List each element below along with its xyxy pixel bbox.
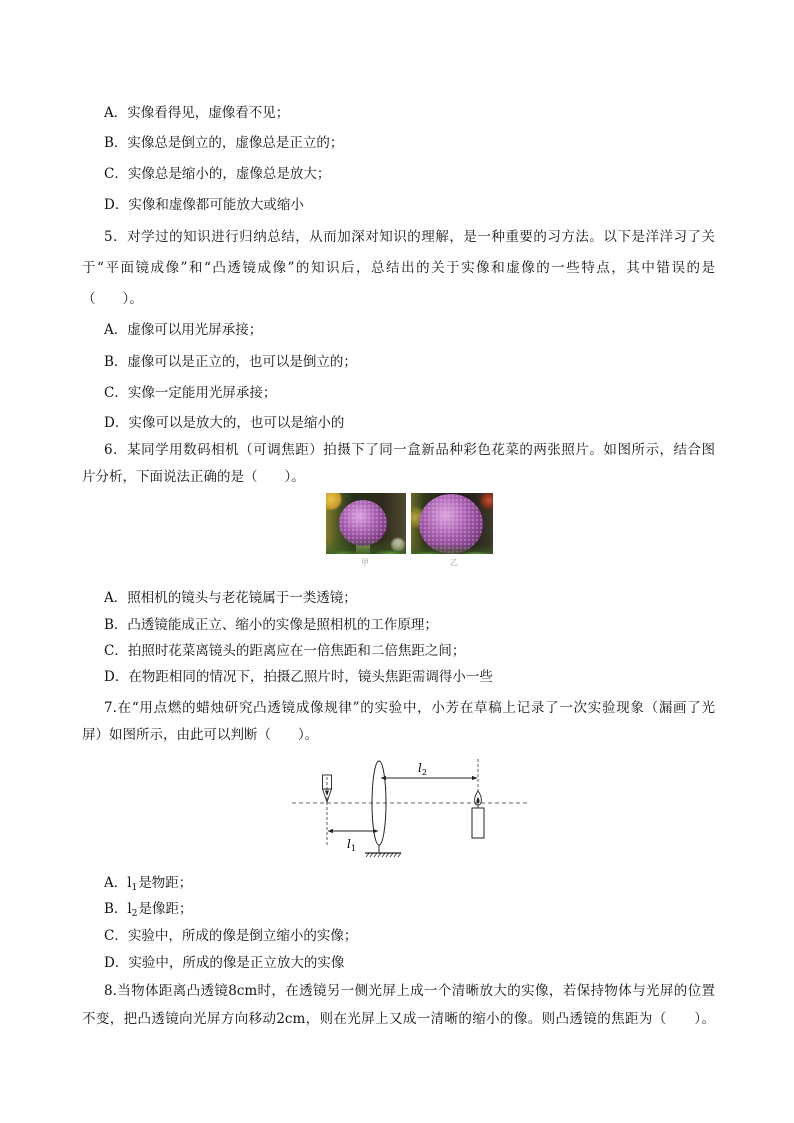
q5-option-b: B．虚像可以是正立的，也可以是倒立的；	[104, 354, 357, 370]
photo-label-jia: 甲	[361, 558, 369, 567]
cauliflower-photo-jia	[326, 493, 406, 554]
q7-option-c: C．实验中，所成的像是倒立缩小的实像；	[104, 928, 358, 944]
q8-stem-line-2: 不变，把凸透镜向光屏方向移动2cm，则在光屏上又成一清晰的缩小的像。则凸透镜的焦距为（ ）。	[82, 1011, 715, 1027]
cauliflower-photo-yi	[411, 493, 493, 554]
q7-option-b-sub: 2	[131, 909, 138, 919]
q4-option-c: C．实像总是缩小的，虚像总是放大；	[104, 166, 331, 182]
q5-stem-line-2: 于“平面镜成像”和“凸透镜成像”的知识后，总结出的关于实像和虚像的一些特点，其中错误的是	[82, 260, 715, 276]
q7-option-b	[104, 900, 192, 918]
q5-stem-line-3: （ ）。	[82, 291, 143, 307]
candle-body	[472, 808, 484, 838]
q5-option-d: D．实像可以是放大的，也可以是缩小的	[104, 415, 345, 431]
q7-option-a-rest: 是物距；	[138, 875, 193, 891]
q4-option-d: D．实像和虚像都可能放大或缩小	[104, 197, 304, 213]
q6-option-b: B．凸透镜能成正立、缩小的实像是照相机的工作原理；	[104, 617, 438, 633]
candle-flame-core	[477, 797, 480, 804]
q7-option-b-lead: B．l	[104, 901, 132, 917]
q6-stem-line-2: 片分析，下面说法正确的是（ ）。	[82, 469, 305, 485]
q7-option-a-lead: A．l	[104, 875, 132, 891]
q7-stem-line-2: 屏）如图所示，由此可以判断（ ）。	[82, 727, 319, 743]
l1-label: $l_1$	[347, 837, 356, 853]
q7-option-d: D．实验中，所成的像是正立放大的实像	[104, 955, 345, 971]
q6-option-c: C．拍照时花菜离镜头的距离应在一倍焦距和二倍焦距之间；	[104, 643, 466, 659]
inverted-flame-core	[325, 791, 329, 797]
q5-stem-line-1: 5．对学过的知识进行归纳总结，从而加深对知识的理解，是一种重要的习方法。以下是洋洋习了关	[104, 229, 715, 245]
q5-option-a: A．虚像可以用光屏承接；	[104, 322, 263, 338]
q7-option-a-sub: 1	[131, 883, 138, 893]
leaves	[411, 544, 493, 554]
q4-option-b: B．实像总是倒立的，虚像总是正立的；	[104, 135, 344, 151]
lens-experiment-diagram	[285, 755, 535, 860]
q6-option-d: D．在物距相同的情况下，拍摄乙照片时，镜头焦距需调得小一些	[104, 669, 493, 685]
l2-label: $l_2$	[418, 761, 427, 777]
q4-option-a: A．实像看得见，虚像看不见；	[104, 105, 290, 121]
q6-stem-line-1: 6．某同学用数码相机（可调焦距）拍摄下了同一盒新品种彩色花菜的两张照片。如图所示，结合图	[104, 442, 715, 458]
leaves	[326, 538, 406, 554]
q7-stem-line-1: 7.在“用点燃的蜡烛研究凸透镜成像规律”的实验中，小芳在草稿上记录了一次实验现象（漏画了光	[104, 700, 715, 716]
photo-label-yi: 乙	[450, 558, 458, 567]
q6-option-a: A．照相机的镜头与老花镜属于一类透镜；	[104, 590, 357, 606]
q8-stem-line-1: 8.当物体距离凸透镜8cm时，在透镜另一侧光屏上成一个清晰放大的实像，若保持物体与光屏的位置	[104, 983, 715, 999]
q5-option-c: C．实像一定能用光屏承接；	[104, 385, 277, 401]
q7-option-a	[104, 874, 192, 892]
q7-option-b-rest: 是像距；	[138, 901, 193, 917]
